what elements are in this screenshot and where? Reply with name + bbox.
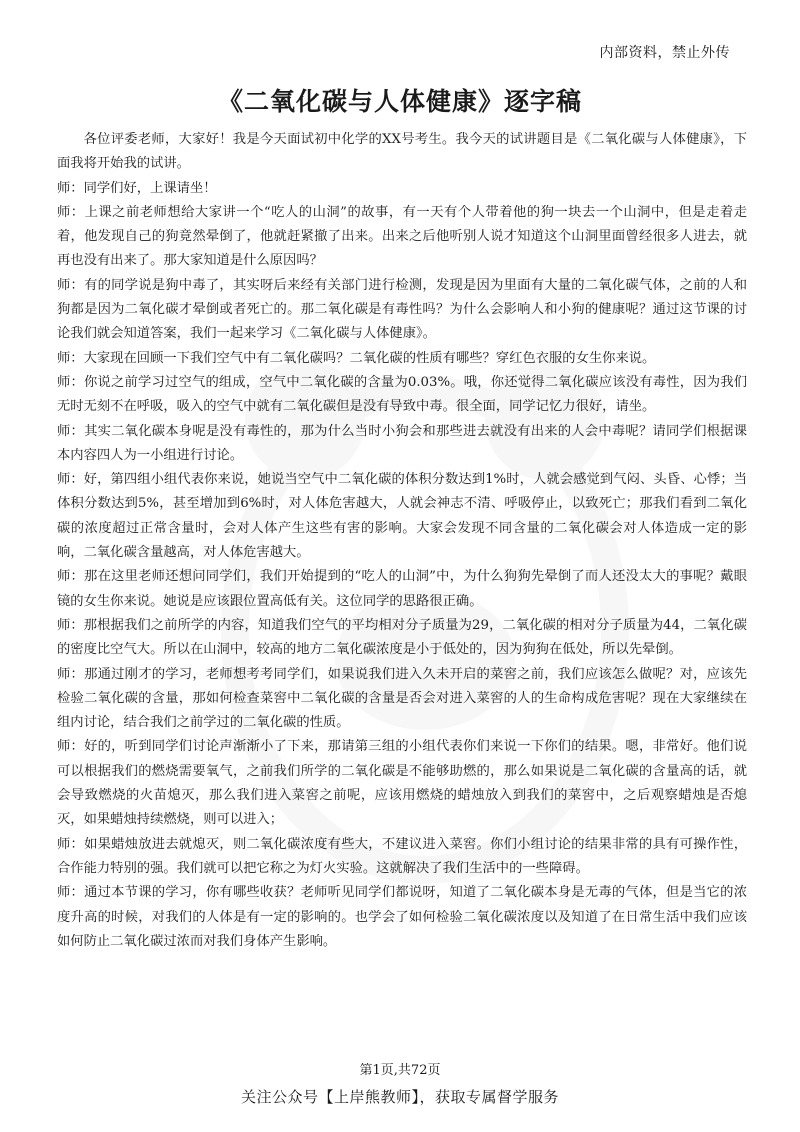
promo-text: 关注公众号【上岸熊教师】，获取专属督学服务 — [240, 1088, 559, 1106]
paragraph: 师：如果蜡烛放进去就熄灭，则二氧化碳浓度有些大，不建议进入菜窖。你们小组讨论的结果非常的具有可操作性，合作能力特别的强。我们就可以把它称之为灯火实验。这就解决了我们生活中的一些障碍。 — [57, 836, 747, 876]
paragraph: 师：其实二氧化碳本身呢是没有毒性的，那为什么当时小狗会和那些进去就没有出来的人会中毒呢？请同学们根据课本内容四人为一小组进行讨论。 — [57, 423, 747, 463]
paragraph: 师：同学们好，上课请坐！ — [57, 180, 217, 196]
document-title: 《二氧化碳与人体健康》逐字稿 — [217, 87, 582, 116]
paragraph: 师：大家现在回顾一下我们空气中有二氧化碳吗？二氧化碳的性质有哪些？穿红色衣服的女生你来说。 — [57, 350, 656, 366]
transcript-body — [57, 128, 747, 954]
page-number: 第1页,共72页 — [359, 1063, 441, 1078]
paragraph: 师：有的同学说是狗中毒了，其实呀后来经有关部门进行检测，发现是因为里面有大量的二氧化碳气体，之前的人和狗都是因为二氧化碳才晕倒或者死亡的。那二氧化碳是有毒性吗？为什么会影响人和小狗的健康呢？通过这节课的讨论我们就会知道答案，我们一起来学习《二氧化碳与人体健康》。 — [57, 277, 747, 342]
paragraph: 师：你说之前学习过空气的组成，空气中二氧化碳的含量为0.03%。哦，你还觉得二氧化碳应该没有毒性，因为我们无时无刻不在呼吸，吸入的空气中就有二氧化碳但是没有导致中毒。很全面，同学记忆力很好，请坐。 — [57, 374, 747, 415]
paragraph-intro: 各位评委老师，大家好！我是今天面试初中化学的XX号考生。我今天的试讲题目是《二氧化碳与人体健康》，下面我将开始我的试讲。 — [57, 132, 747, 172]
paragraph: 师：上课之前老师想给大家讲一个“吃人的山洞”的故事，有一天有个人带着他的狗一块去一个山洞中，但是走着走着，他发现自己的狗竟然晕倒了，他就赶紧撤了出来。出来之后他听别人说才知道这个山洞里面曾经很多人进去，就再也没有出来了。那大家知道是什么原因吗？ — [57, 204, 747, 269]
paragraph: 师：好的，听到同学们讨论声渐渐小了下来，那请第三组的小组代表你们来说一下你们的结果。嗯，非常好。他们说可以根据我们的燃烧需要氧气，之前我们所学的二氧化碳是不能够助燃的，那么如果说是二氧化碳的含量高的话，就会导致燃烧的火苗熄灭，那么我们进入菜窖之前呢，应该用燃烧的蜡烛放入到我们的菜窖中，之后观察蜡烛是否熄灭，如果蜡烛持续燃烧，则可以进入； — [57, 739, 747, 828]
confidential-note: 内部资料，禁止外传 — [599, 45, 730, 61]
paragraph: 师：那根据我们之前所学的内容，知道我们空气的平均相对分子质量为29，二氧化碳的相对分子质量为44，二氧化碳的密度比空气大。所以在山洞中，较高的地方二氧化碳浓度是小于低处的，因为狗狗在低处，所以先晕倒。 — [57, 617, 747, 658]
paragraph: 师：那在这里老师还想问同学们，我们开始提到的“吃人的山洞”中，为什么狗狗先晕倒了而人还没太大的事呢？戴眼镜的女生你来说。她说是应该跟位置高低有关。这位同学的思路很正确。 — [57, 569, 747, 609]
paragraph: 师：通过本节课的学习，你有哪些收获？老师听见同学们都说呀，知道了二氧化碳本身是无毒的气体，但是当它的浓度升高的时候，对我们的人体是有一定的影响的。也学会了如何检验二氧化碳浓度以及知道了在日常生活中我们应该如何防止二氧化碳过浓而对我们身体产生影响。 — [57, 885, 747, 949]
paragraph: 师：那通过刚才的学习，老师想考考同学们，如果说我们进入久未开启的菜窖之前，我们应该怎么做呢？对，应该先检验二氧化碳的含量，那如何检查菜窖中二氧化碳的含量是否会对进入菜窖的人的生命构成危害呢？现在大家继续在组内讨论，结合我们之前学过的二氧化碳的性质。 — [57, 666, 747, 731]
paragraph: 师：好，第四组小组代表你来说，她说当空气中二氧化碳的体积分数达到1%时，人就会感觉到气闷、头昏、心悸；当体积分数达到5%，甚至增加到6%时，对人体危害越大，人就会神志不清、呼吸停止，以致死亡；那我们看到二氧化碳的浓度超过正常含量时，会对人体产生这些有害的影响。大家会发现不同含量的二氧化碳会对人体造成一定的影响，二氧化碳含量越高，对人体危害越大。 — [57, 472, 747, 561]
